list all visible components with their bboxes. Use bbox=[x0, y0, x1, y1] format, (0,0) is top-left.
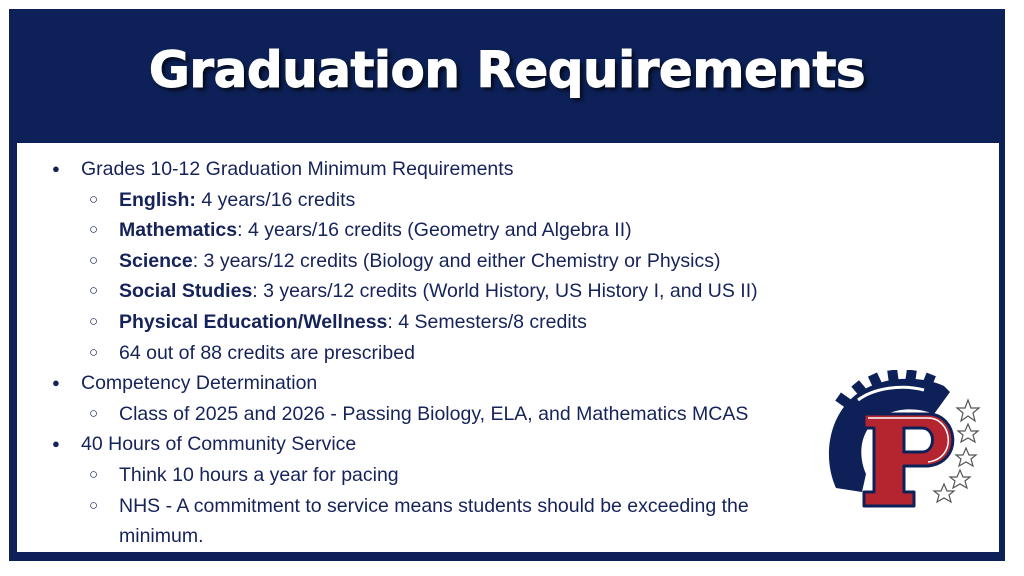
hollow-bullet-icon: ○ bbox=[89, 312, 99, 330]
community-service-heading: 40 Hours of Community Service bbox=[81, 433, 357, 456]
list-item-mathematics bbox=[17, 215, 837, 246]
bullet-icon: ● bbox=[52, 436, 60, 452]
hollow-bullet-icon: ○ bbox=[89, 221, 99, 239]
list-item-prescribed-credits bbox=[17, 338, 837, 369]
pacing-text: Think 10 hours a year for pacing bbox=[119, 463, 399, 486]
physical-education-text: : 4 Semesters/8 credits bbox=[387, 310, 587, 333]
hollow-bullet-icon: ○ bbox=[89, 282, 99, 300]
social-studies-text: : 3 years/12 credits (World History, US History I, and US II) bbox=[252, 280, 758, 303]
hollow-bullet-icon: ○ bbox=[89, 496, 99, 514]
social-studies-label: Social Studies bbox=[119, 280, 253, 303]
nhs-text-line1: NHS - A commitment to service means students should be exceeding the bbox=[119, 494, 749, 517]
list-item-pacing bbox=[17, 460, 837, 491]
competency-heading: Competency Determination bbox=[81, 372, 318, 395]
hollow-bullet-icon: ○ bbox=[89, 404, 99, 422]
list-item-competency bbox=[17, 368, 837, 399]
hollow-bullet-icon: ○ bbox=[89, 190, 99, 208]
mathematics-text: : 4 years/16 credits (Geometry and Algebra II) bbox=[237, 219, 632, 242]
grades-heading: Grades 10-12 Graduation Minimum Requirements bbox=[81, 158, 514, 180]
nhs-text-line2: minimum. bbox=[119, 525, 204, 548]
bullet-icon: ● bbox=[52, 375, 60, 391]
bullet-icon: ● bbox=[52, 161, 60, 176]
hollow-bullet-icon: ○ bbox=[89, 465, 99, 483]
list-item-english bbox=[17, 185, 837, 216]
title-bar bbox=[9, 9, 1005, 141]
mathematics-label: Mathematics bbox=[119, 219, 238, 242]
list-item-grades bbox=[17, 154, 837, 185]
list-item-nhs bbox=[17, 491, 837, 522]
list-item-physical-education bbox=[17, 307, 837, 338]
slide-title: Graduation Requirements bbox=[148, 41, 866, 99]
list-item-nhs-continued bbox=[17, 521, 837, 552]
english-label: English: bbox=[119, 188, 196, 211]
school-logo bbox=[818, 370, 986, 530]
mcas-text: Class of 2025 and 2026 - Passing Biology, ELA, and Mathematics MCAS bbox=[119, 402, 749, 425]
science-label: Science bbox=[119, 249, 193, 272]
english-text: 4 years/16 credits bbox=[195, 188, 356, 211]
list-item-social-studies bbox=[17, 276, 837, 307]
prescribed-credits-text: 64 out of 88 credits are prescribed bbox=[119, 341, 415, 364]
hollow-bullet-icon: ○ bbox=[89, 343, 99, 361]
science-text: : 3 years/12 credits (Biology and either Chemistry or Physics) bbox=[192, 249, 721, 272]
physical-education-label: Physical Education/Wellness bbox=[119, 310, 388, 333]
requirements-list bbox=[17, 154, 837, 552]
list-item-mcas bbox=[17, 399, 837, 430]
list-item-community-service bbox=[17, 429, 837, 460]
list-item-science bbox=[17, 246, 837, 277]
hollow-bullet-icon: ○ bbox=[89, 251, 99, 269]
